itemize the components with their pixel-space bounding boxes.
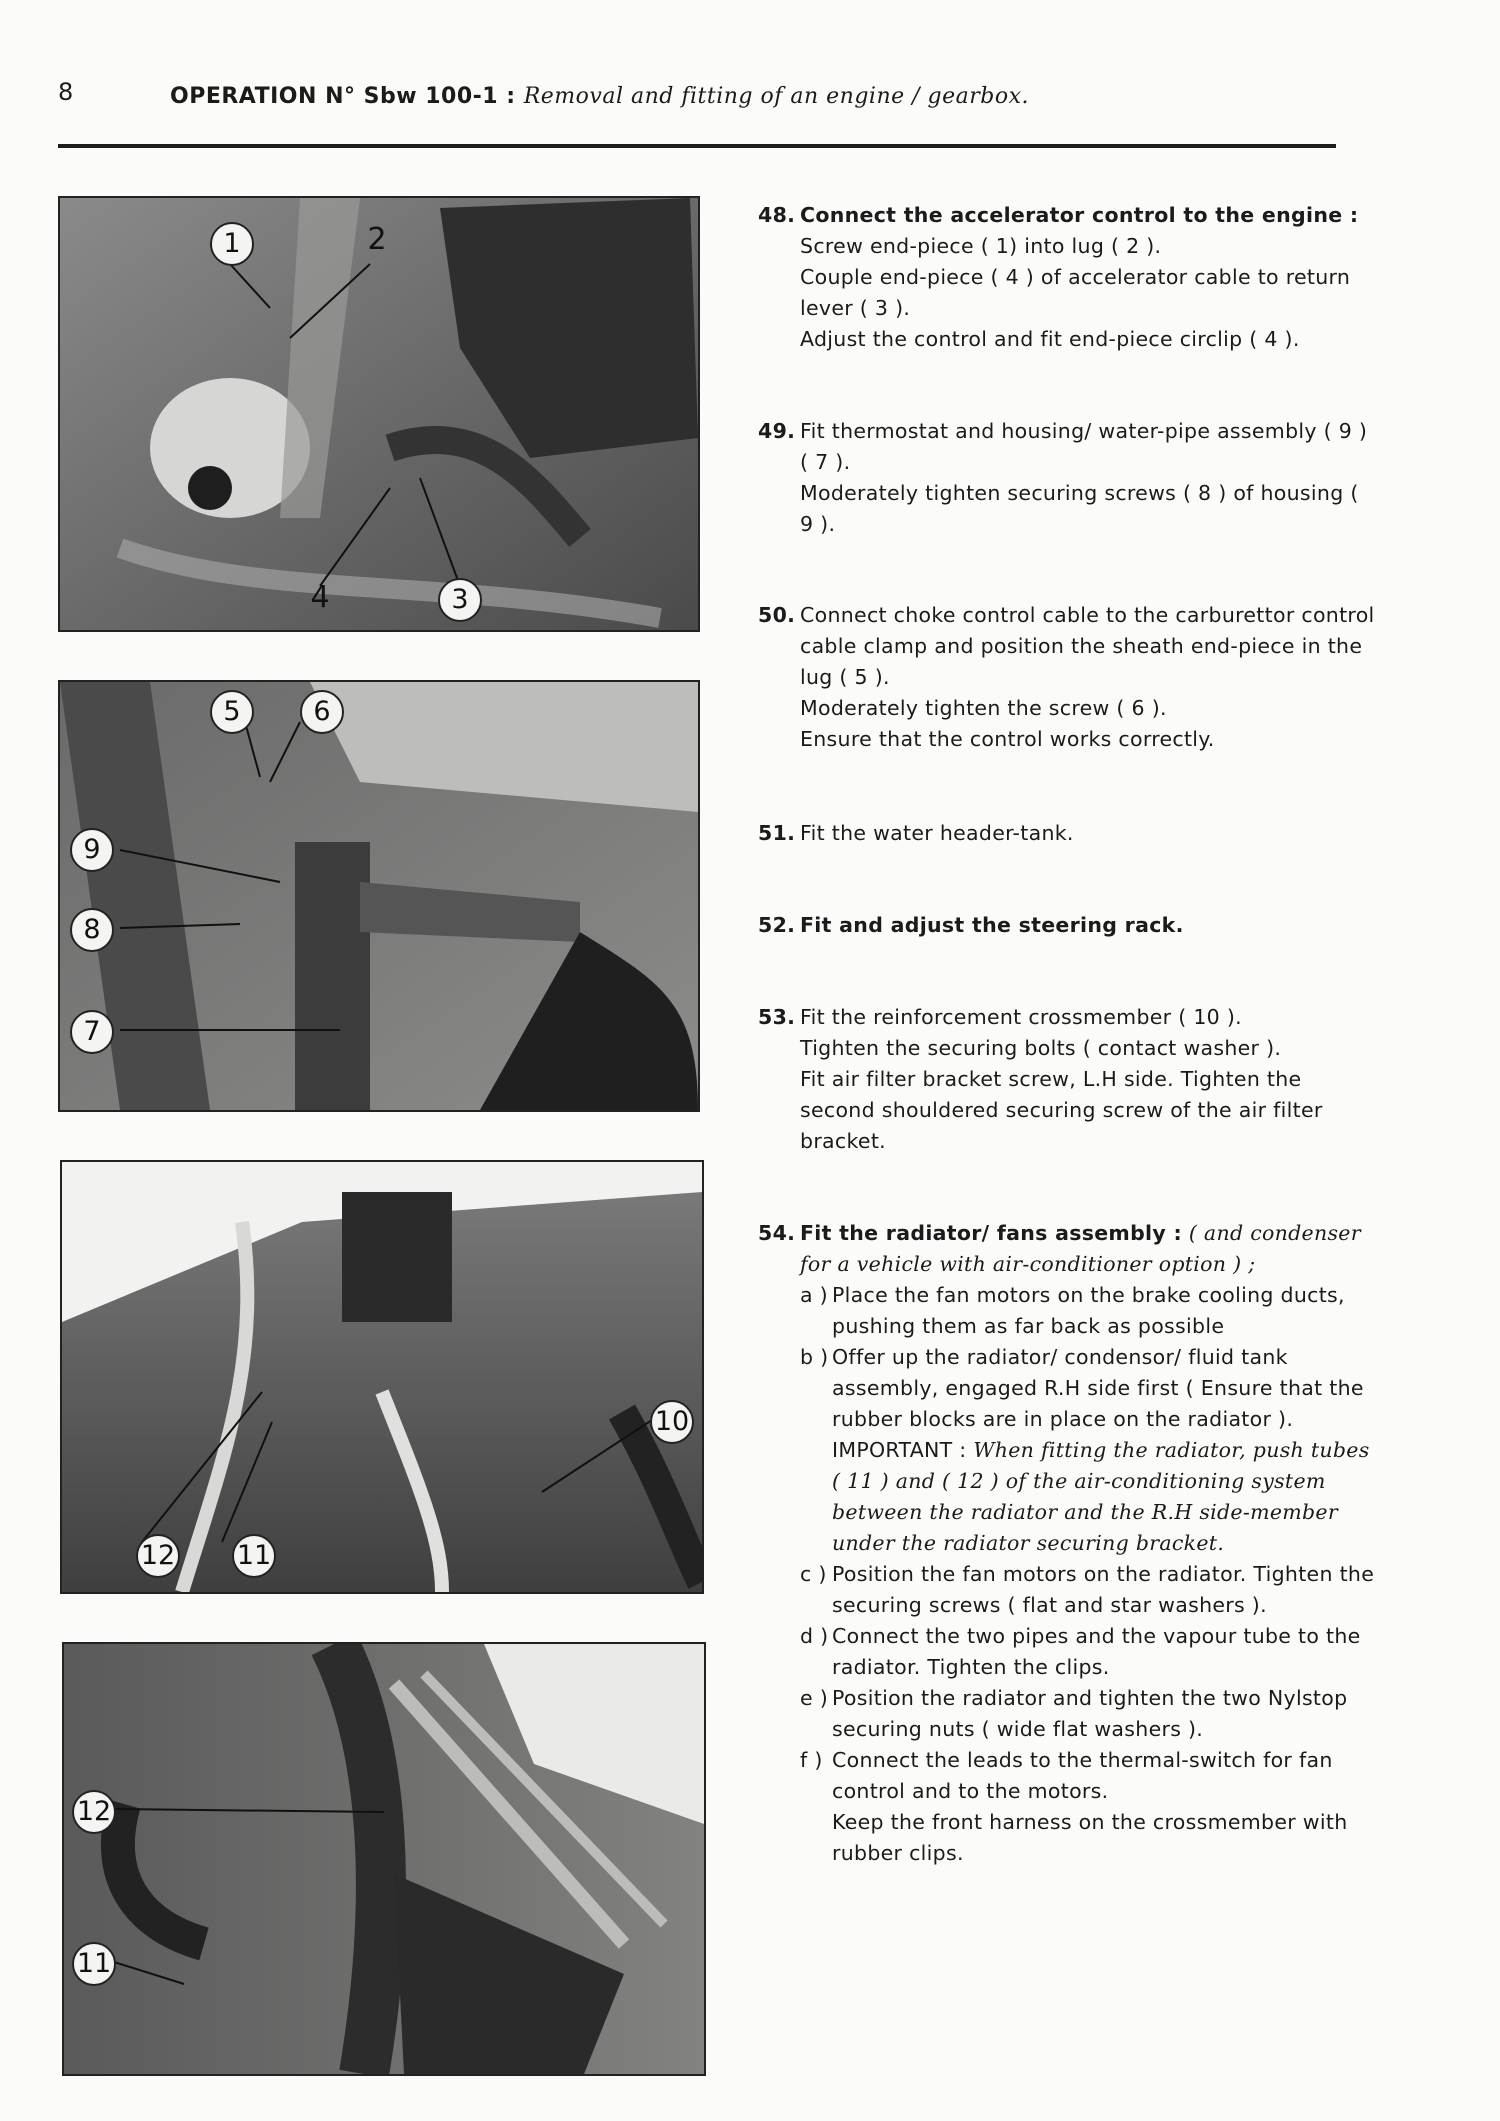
callout-4: 4 bbox=[310, 580, 330, 615]
sub-item-text: Connect the two pipes and the vapour tube to the radiator. Tighten the clips. bbox=[832, 1624, 1361, 1679]
step-number: 50. bbox=[758, 603, 796, 627]
step-48 bbox=[758, 200, 1378, 355]
callout-12: 12 bbox=[136, 1534, 180, 1578]
operation-code: OPERATION N° Sbw 100-1 : bbox=[170, 84, 516, 109]
sub-item-text: Offer up the radiator/ condensor/ fluid tank assembly, engaged R.H side first ( Ensure that the rubber blocks are in place on the radiator ). bbox=[832, 1345, 1364, 1431]
figure-1-photo bbox=[58, 196, 700, 632]
sub-item-e bbox=[800, 1683, 1378, 1745]
callout-5: 5 bbox=[210, 690, 254, 734]
step-number: 54. bbox=[758, 1221, 796, 1245]
step-line: Moderately tighten securing screws ( 8 ) of housing ( 9 ). bbox=[800, 481, 1359, 536]
step-54 bbox=[758, 1218, 1378, 1869]
step-number: 52. bbox=[758, 913, 796, 937]
sub-item-text: Position the radiator and tighten the two Nylstop securing nuts ( wide flat washers ). bbox=[832, 1686, 1348, 1741]
sub-item-label: c ) bbox=[800, 1562, 827, 1586]
step-heading: Fit the radiator/ fans assembly : bbox=[800, 1221, 1182, 1245]
step-heading: Fit and adjust the steering rack. bbox=[800, 913, 1184, 937]
callout-6: 6 bbox=[300, 690, 344, 734]
step-51 bbox=[758, 818, 1378, 849]
operation-subtitle: Removal and fitting of an engine / gearbox. bbox=[523, 84, 1030, 109]
sub-item-label: d ) bbox=[800, 1624, 829, 1648]
callout-7: 7 bbox=[70, 1010, 114, 1054]
callout-1: 1 bbox=[210, 222, 254, 266]
sub-item-f bbox=[800, 1745, 1378, 1869]
figure-2-photo bbox=[58, 680, 700, 1112]
callout-11: 11 bbox=[232, 1534, 276, 1578]
sub-item-c bbox=[800, 1559, 1378, 1621]
callout-12-second: 12 bbox=[72, 1790, 116, 1834]
callout-8: 8 bbox=[70, 908, 114, 952]
step-italic-note: ( and condenser for a vehicle with air-conditioner option ) ; bbox=[800, 1221, 1361, 1276]
callout-3: 3 bbox=[438, 578, 482, 622]
step-text: Fit the water header-tank. bbox=[800, 821, 1074, 845]
sub-item-label: f ) bbox=[800, 1748, 823, 1772]
sub-item-text: Position the fan motors on the radiator. Tighten the securing screws ( flat and star washers ). bbox=[832, 1562, 1375, 1617]
sub-item-d bbox=[800, 1621, 1378, 1683]
step-50 bbox=[758, 600, 1378, 755]
step-number: 48. bbox=[758, 203, 796, 227]
step-number: 51. bbox=[758, 821, 796, 845]
sub-item-extra: Keep the front harness on the crossmember with rubber clips. bbox=[832, 1810, 1348, 1865]
step-number: 49. bbox=[758, 419, 796, 443]
sub-item-label: b ) bbox=[800, 1345, 829, 1369]
step-heading: Connect the accelerator control to the engine : bbox=[800, 203, 1359, 227]
important-label: IMPORTANT : bbox=[832, 1438, 967, 1462]
step-text: Fit thermostat and housing/ water-pipe assembly ( 9 ) ( 7 ). bbox=[800, 419, 1368, 474]
step-line: Screw end-piece ( 1) into lug ( 2 ). bbox=[800, 234, 1162, 258]
step-line: Ensure that the control works correctly. bbox=[800, 727, 1215, 751]
step-line: Fit air filter bracket screw, L.H side. Tighten the second shouldered securing screw of the air filter bracket. bbox=[800, 1067, 1323, 1153]
sub-item-label: e ) bbox=[800, 1686, 829, 1710]
step-line: Moderately tighten the screw ( 6 ). bbox=[800, 696, 1167, 720]
step-53 bbox=[758, 1002, 1378, 1157]
important-text: When fitting the radiator, push tubes ( 11 ) and ( 12 ) of the air-conditioning system between the radiator and the R.H side-member under the radiator securing bracket. bbox=[832, 1438, 1370, 1555]
step-number: 53. bbox=[758, 1005, 796, 1029]
callout-10: 10 bbox=[650, 1400, 694, 1444]
callout-2: 2 bbox=[367, 222, 387, 257]
page-header bbox=[170, 84, 1029, 109]
figure-4-photo bbox=[62, 1642, 706, 2076]
callout-9: 9 bbox=[70, 828, 114, 872]
header-rule bbox=[58, 144, 1336, 148]
sub-item-text: Connect the leads to the thermal-switch for fan control and to the motors. bbox=[832, 1748, 1333, 1803]
step-text: Fit the reinforcement crossmember ( 10 ). bbox=[800, 1005, 1242, 1029]
sub-item-label: a ) bbox=[800, 1283, 828, 1307]
sub-item-b bbox=[800, 1342, 1378, 1559]
step-52 bbox=[758, 910, 1378, 941]
important-note bbox=[832, 1435, 1378, 1559]
step-line: Tighten the securing bolts ( contact washer ). bbox=[800, 1036, 1282, 1060]
page-number: 8 bbox=[58, 78, 74, 106]
step-text: Connect choke control cable to the carburettor control cable clamp and position the sheath end-piece in the lug ( 5 ). bbox=[800, 603, 1375, 689]
figure-3-photo bbox=[60, 1160, 704, 1594]
step-line: Couple end-piece ( 4 ) of accelerator cable to return lever ( 3 ). bbox=[800, 265, 1351, 320]
sub-item-text: Place the fan motors on the brake cooling ducts, pushing them as far back as possible bbox=[832, 1283, 1345, 1338]
step-line: Adjust the control and fit end-piece circlip ( 4 ). bbox=[800, 327, 1300, 351]
sub-item-a bbox=[800, 1280, 1378, 1342]
step-49 bbox=[758, 416, 1378, 540]
callout-11-second: 11 bbox=[72, 1942, 116, 1986]
